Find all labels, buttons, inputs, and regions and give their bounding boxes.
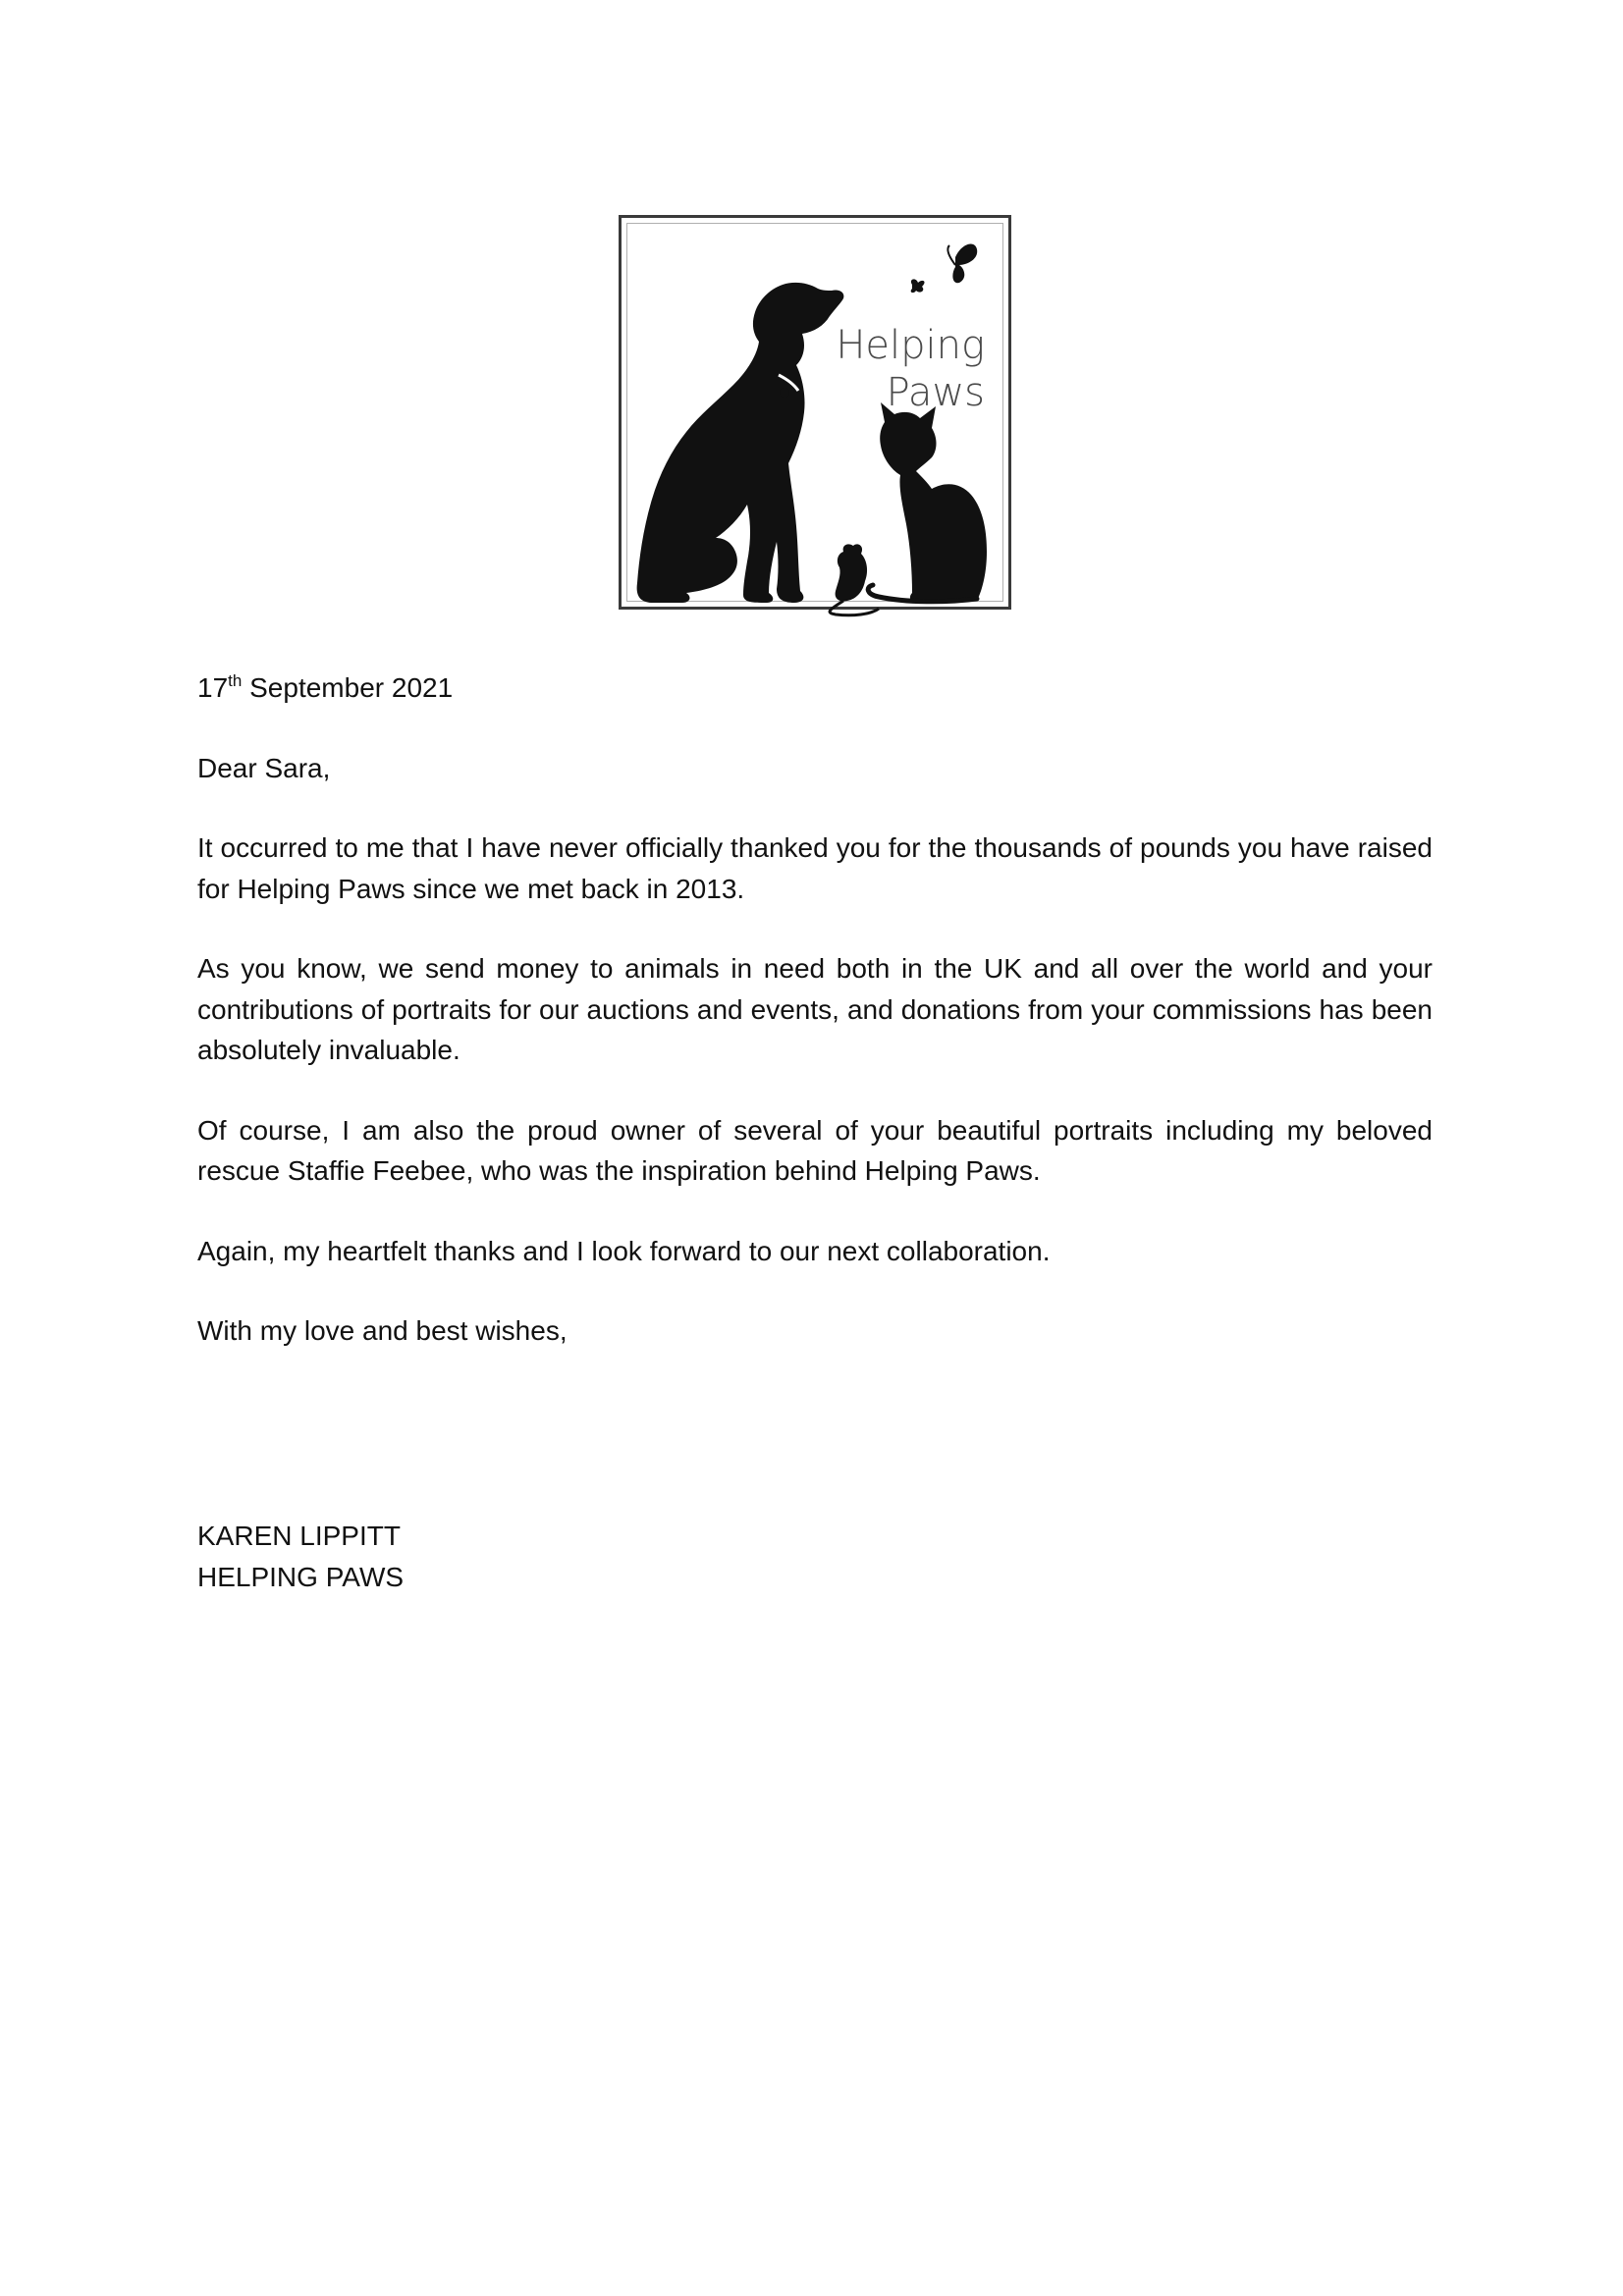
date-suffix: th: [228, 671, 243, 690]
animals-silhouette-icon: [622, 218, 1014, 613]
date-month-year: September 2021: [242, 672, 454, 703]
mouse-tail-icon: [830, 601, 879, 615]
paragraph: It occurred to me that I have never officially thanked you for the thousands of pounds you have raised for Helping Paws since we met back in 2013.: [197, 832, 1433, 904]
helping-paws-logo: [619, 215, 1011, 610]
signature-block: [197, 1516, 404, 1597]
signature-name: KAREN LIPPITT: [197, 1521, 401, 1551]
logo-text-helping: Helping: [836, 323, 985, 368]
letter-body: [197, 667, 1433, 1352]
mouse-silhouette-icon: [836, 544, 867, 601]
date-day: 17: [197, 672, 229, 703]
signature-organization: HELPING PAWS: [197, 1561, 405, 1592]
paragraph: Again, my heartfelt thanks and I look forward to our next collaboration.: [197, 1235, 1051, 1266]
letter-date: [197, 667, 1433, 709]
small-butterfly-icon: [911, 279, 925, 293]
paragraph: Of course, I am also the proud owner of several of your beautiful portraits including my beloved rescue Staffie Feebee, who was the inspiration behind Helping Paws.: [197, 1114, 1433, 1186]
cat-silhouette-icon: [880, 402, 987, 603]
dog-silhouette-icon: [637, 283, 844, 603]
logo-text-paws: Paws: [886, 370, 985, 415]
dog-tag-icon: [780, 388, 789, 398]
butterfly-icon: [947, 243, 977, 283]
paragraph: As you know, we send money to animals in need both in the UK and all over the world and your contributions of portraits for our auctions and events, and donations from your commissions has been absolutely invaluable.: [197, 953, 1433, 1065]
closing: With my love and best wishes,: [197, 1315, 568, 1346]
salutation: Dear Sara,: [197, 752, 331, 783]
